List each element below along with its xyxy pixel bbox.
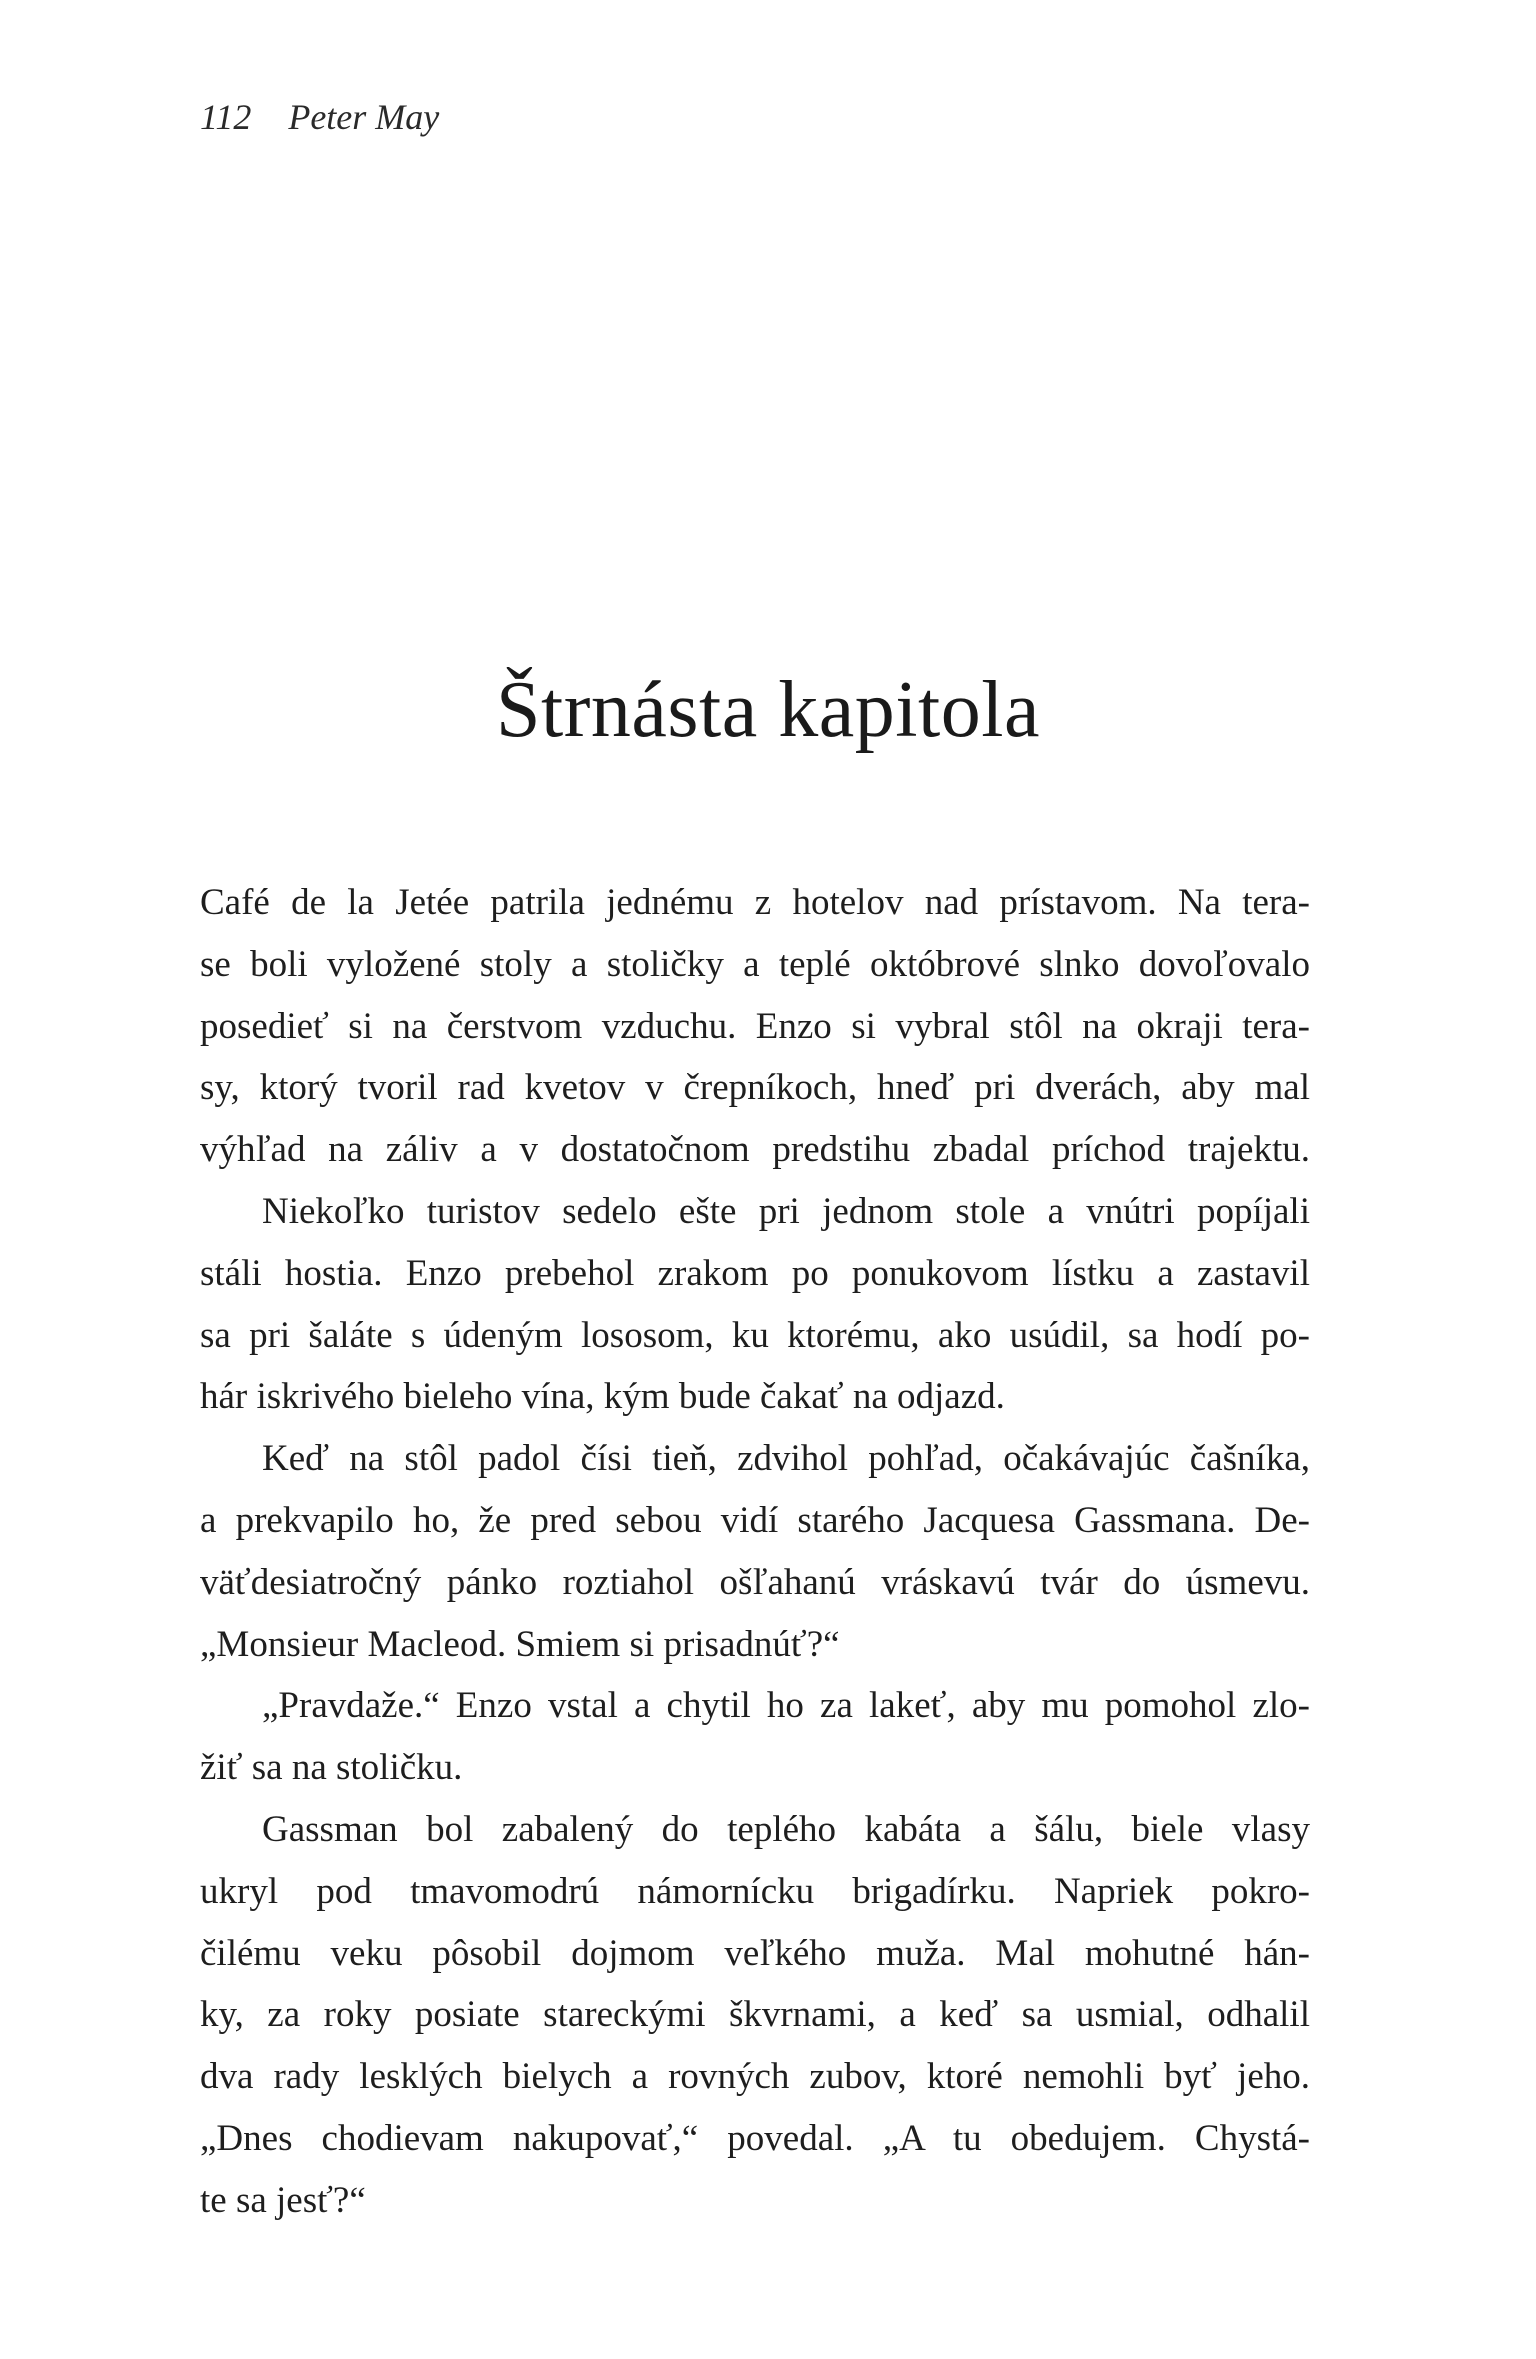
text-line: žiť sa na stoličku. <box>200 1747 463 1789</box>
text-line: „Pravdaže.“ Enzo vstal a chytil ho za lakeť, aby mu pomohol zlo- <box>262 1685 1310 1727</box>
running-head <box>200 95 439 139</box>
text-line: Café de la Jetée patrila jednému z hotelov nad prístavom. Na tera- <box>200 882 1310 923</box>
text-line: sa pri šaláte s údeným lososom, ku ktorému, ako usúdil, sa hodí po- <box>200 1314 1310 1356</box>
text-line: „Dnes chodievam nakupovať,“ povedal. „A tu obedujem. Chystá- <box>200 2117 1310 2159</box>
text-line: „Monsieur Macleod. Smiem si prisadnúť?“ <box>200 1623 840 1665</box>
text-line: Keď na stôl padol čísi tieň, zdvihol pohľad, očakávajúc čašníka, <box>262 1438 1310 1480</box>
text-line: Gassman bol zabalený do teplého kabáta a šálu, biele vlasy <box>262 1808 1310 1850</box>
text-line: a prekvapilo ho, že pred sebou vidí starého Jacquesa Gassmana. De- <box>200 1499 1310 1541</box>
chapter-body <box>200 872 1310 2232</box>
page-number: 112 <box>200 97 252 137</box>
text-line: Niekoľko turistov sedelo ešte pri jednom stole a vnútri popíjali <box>262 1190 1310 1232</box>
text-line: ky, za roky posiate stareckými škvrnami, a keď sa usmial, odhalil <box>200 1994 1310 2036</box>
author-name: Peter May <box>288 97 440 137</box>
text-line: čilému veku pôsobil dojmom veľkého muža. Mal mohutné hán- <box>200 1932 1310 1974</box>
text-line: posedieť si na čerstvom vzduchu. Enzo si vybral stôl na okraji tera- <box>200 1005 1310 1047</box>
text-line: ukryl pod tmavomodrú námornícku brigadírku. Napriek pokro- <box>200 1870 1310 1912</box>
text-line: sy, ktorý tvoril rad kvetov v črepníkoch, hneď pri dverách, aby mal <box>200 1067 1310 1109</box>
text-line: stáli hostia. Enzo prebehol zrakom po ponukovom lístku a zastavil <box>200 1252 1310 1294</box>
text-line: výhľad na záliv a v dostatočnom predstihu zbadal príchod trajektu. <box>200 1129 1310 1171</box>
text-line: väťdesiatročný pánko roztiahol ošľahanú vráskavú tvár do úsmevu. <box>200 1561 1310 1603</box>
text-line: dva rady lesklých bielych a rovných zubov, ktoré nemohli byť jeho. <box>200 2056 1310 2098</box>
chapter-title: Štrnásta kapitola <box>496 666 1040 754</box>
text-line: se boli vyložené stoly a stoličky a teplé októbrové slnko dovoľovalo <box>200 943 1310 985</box>
text-line: te sa jesť?“ <box>200 2179 366 2221</box>
text-line: hár iskrivého bieleho vína, kým bude čakať na odjazd. <box>200 1376 1005 1418</box>
